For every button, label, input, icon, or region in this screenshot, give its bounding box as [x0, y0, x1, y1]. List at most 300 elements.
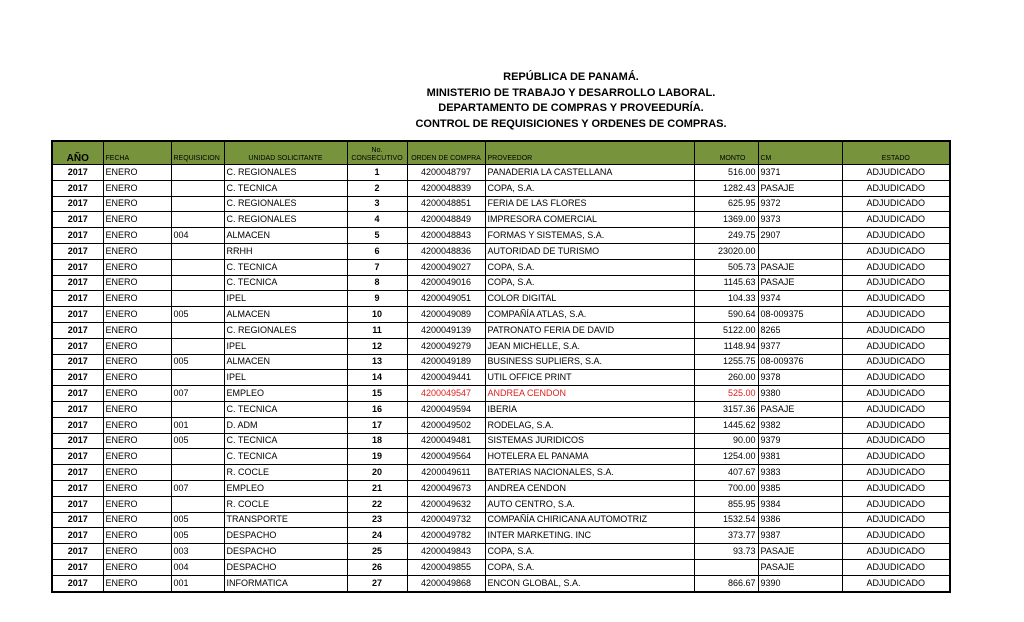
cell-unidad: C. TECNICA: [224, 401, 347, 417]
cell-no: 13: [347, 354, 407, 370]
cell-no: 23: [347, 512, 407, 528]
table-row: [52, 417, 950, 433]
table-row: [52, 165, 950, 181]
cell-orden: 4200048797: [407, 165, 485, 181]
cell-anio: 2017: [52, 275, 103, 291]
cell-monto: 249.75: [694, 228, 758, 244]
cell-orden: 4200049782: [407, 528, 485, 544]
header-line-4: CONTROL DE REQUISICIONES Y ORDENES DE COMPRAS.: [415, 117, 727, 130]
cell-cm: 9390: [758, 575, 842, 591]
cell-monto: 23020.00: [694, 243, 758, 259]
cell-proveedor: COLOR DIGITAL: [485, 291, 694, 307]
cell-no: 19: [347, 449, 407, 465]
cell-no: 2: [347, 180, 407, 196]
cell-proveedor: COPA, S.A.: [485, 180, 694, 196]
cell-no: 15: [347, 386, 407, 402]
cell-anio: 2017: [52, 291, 103, 307]
cell-monto: 407.67: [694, 465, 758, 481]
cell-proveedor: COPA, S.A.: [485, 559, 694, 575]
cell-orden: 4200049632: [407, 496, 485, 512]
table-row: [52, 496, 950, 512]
table-row: [52, 307, 950, 323]
cell-fecha: ENERO: [103, 559, 171, 575]
cell-proveedor: BATERIAS NACIONALES, S.A.: [485, 465, 694, 481]
cell-fecha: ENERO: [103, 417, 171, 433]
cell-cm: PASAJE: [758, 275, 842, 291]
cell-cm: PASAJE: [758, 544, 842, 560]
col-header-consecutivo-line2: CONSECUTIVO: [351, 155, 403, 162]
cell-proveedor: COPA, S.A.: [485, 259, 694, 275]
cell-estado: ADJUDICADO: [842, 480, 950, 496]
cell-estado: ADJUDICADO: [842, 433, 950, 449]
cell-unidad: C. TECNICA: [224, 180, 347, 196]
cell-anio: 2017: [52, 228, 103, 244]
cell-req: [171, 165, 224, 181]
cell-orden: 4200048851: [407, 196, 485, 212]
cell-anio: 2017: [52, 465, 103, 481]
cell-cm: 9383: [758, 465, 842, 481]
col-header-proveedor: PROVEEDOR: [485, 141, 694, 165]
cell-no: 1: [347, 165, 407, 181]
cell-fecha: ENERO: [103, 480, 171, 496]
cell-proveedor: RODELAG, S.A.: [485, 417, 694, 433]
cell-unidad: D. ADM: [224, 417, 347, 433]
cell-monto: 855.95: [694, 496, 758, 512]
cell-anio: 2017: [52, 322, 103, 338]
cell-proveedor: PATRONATO FERIA DE DAVID: [485, 322, 694, 338]
cell-unidad: TRANSPORTE: [224, 512, 347, 528]
cell-anio: 2017: [52, 559, 103, 575]
cell-monto: 1254.00: [694, 449, 758, 465]
col-header-estado: ESTADO: [842, 141, 950, 165]
cell-anio: 2017: [52, 307, 103, 323]
cell-anio: 2017: [52, 480, 103, 496]
cell-monto: 516.00: [694, 165, 758, 181]
cell-cm: 9385: [758, 480, 842, 496]
cell-no: 6: [347, 243, 407, 259]
cell-cm: PASAJE: [758, 401, 842, 417]
cell-fecha: ENERO: [103, 544, 171, 560]
table-row: [52, 401, 950, 417]
cell-fecha: ENERO: [103, 512, 171, 528]
cell-monto: 1369.00: [694, 212, 758, 228]
cell-unidad: C. REGIONALES: [224, 196, 347, 212]
cell-unidad: C. REGIONALES: [224, 212, 347, 228]
cell-estado: ADJUDICADO: [842, 370, 950, 386]
cell-estado: ADJUDICADO: [842, 354, 950, 370]
cell-monto: 104.33: [694, 291, 758, 307]
cell-req: 005: [171, 433, 224, 449]
cell-monto: 505.73: [694, 259, 758, 275]
cell-monto: 1282.43: [694, 180, 758, 196]
cell-proveedor: ANDREA CENDON: [485, 480, 694, 496]
cell-proveedor: COPA, S.A.: [485, 544, 694, 560]
table-row: [52, 354, 950, 370]
cell-unidad: EMPLEO: [224, 480, 347, 496]
cell-no: 24: [347, 528, 407, 544]
cell-req: [171, 180, 224, 196]
requisitions-table: [51, 140, 951, 593]
cell-estado: ADJUDICADO: [842, 449, 950, 465]
cell-orden: 4200048849: [407, 212, 485, 228]
cell-estado: ADJUDICADO: [842, 401, 950, 417]
cell-orden: 4200049051: [407, 291, 485, 307]
cell-orden: 4200049139: [407, 322, 485, 338]
cell-orden: 4200049843: [407, 544, 485, 560]
cell-anio: 2017: [52, 212, 103, 228]
table-row: [52, 575, 950, 591]
cell-orden: 4200048843: [407, 228, 485, 244]
cell-cm: 9382: [758, 417, 842, 433]
cell-estado: ADJUDICADO: [842, 212, 950, 228]
cell-no: 9: [347, 291, 407, 307]
cell-monto: 525.00: [694, 386, 758, 402]
cell-fecha: ENERO: [103, 354, 171, 370]
col-header-monto: MONTO: [694, 141, 758, 165]
cell-estado: ADJUDICADO: [842, 259, 950, 275]
cell-fecha: ENERO: [103, 212, 171, 228]
cell-req: 003: [171, 544, 224, 560]
table-row: [52, 433, 950, 449]
cell-proveedor: COPA, S.A.: [485, 275, 694, 291]
cell-cm: 9374: [758, 291, 842, 307]
cell-no: 14: [347, 370, 407, 386]
cell-cm: PASAJE: [758, 559, 842, 575]
cell-estado: ADJUDICADO: [842, 180, 950, 196]
cell-no: 5: [347, 228, 407, 244]
cell-req: [171, 243, 224, 259]
cell-anio: 2017: [52, 449, 103, 465]
table-row: [52, 480, 950, 496]
cell-monto: 93.73: [694, 544, 758, 560]
table-row: [52, 243, 950, 259]
document-header: [0, 70, 1024, 132]
col-header-consecutivo-line1: No.: [371, 147, 383, 154]
cell-req: [171, 338, 224, 354]
table-row: [52, 338, 950, 354]
cell-fecha: ENERO: [103, 449, 171, 465]
cell-req: [171, 322, 224, 338]
table-row: [52, 544, 950, 560]
cell-estado: ADJUDICADO: [842, 496, 950, 512]
table-row: [52, 528, 950, 544]
cell-proveedor: INTER MARKETING. INC: [485, 528, 694, 544]
cell-no: 10: [347, 307, 407, 323]
cell-cm: PASAJE: [758, 180, 842, 196]
cell-orden: 4200049868: [407, 575, 485, 591]
cell-estado: ADJUDICADO: [842, 417, 950, 433]
header-line-2: MINISTERIO DE TRABAJO Y DESARROLLO LABORAL.: [426, 86, 716, 99]
cell-orden: 4200049279: [407, 338, 485, 354]
cell-req: 007: [171, 386, 224, 402]
cell-cm: 8265: [758, 322, 842, 338]
cell-unidad: R. COCLE: [224, 465, 347, 481]
cell-proveedor: JEAN MICHELLE, S.A.: [485, 338, 694, 354]
cell-monto: 260.00: [694, 370, 758, 386]
cell-unidad: EMPLEO: [224, 386, 347, 402]
table-header-row: [52, 141, 950, 165]
cell-estado: ADJUDICADO: [842, 322, 950, 338]
cell-cm: 9378: [758, 370, 842, 386]
cell-cm: 9384: [758, 496, 842, 512]
cell-fecha: ENERO: [103, 307, 171, 323]
cell-monto: 1532.54: [694, 512, 758, 528]
cell-orden: 4200049027: [407, 259, 485, 275]
cell-estado: ADJUDICADO: [842, 243, 950, 259]
cell-req: 001: [171, 417, 224, 433]
cell-proveedor: SISTEMAS JURIDICOS: [485, 433, 694, 449]
cell-unidad: ALMACEN: [224, 307, 347, 323]
cell-proveedor: IMPRESORA COMERCIAL: [485, 212, 694, 228]
cell-estado: ADJUDICADO: [842, 196, 950, 212]
cell-orden: 4200049855: [407, 559, 485, 575]
cell-monto: 590.64: [694, 307, 758, 323]
cell-req: [171, 465, 224, 481]
cell-fecha: ENERO: [103, 370, 171, 386]
cell-monto: 1445.62: [694, 417, 758, 433]
cell-req: [171, 275, 224, 291]
cell-no: 20: [347, 465, 407, 481]
cell-fecha: ENERO: [103, 575, 171, 591]
cell-fecha: ENERO: [103, 433, 171, 449]
cell-proveedor: AUTO CENTRO, S.A.: [485, 496, 694, 512]
cell-proveedor: COMPAÑÍA ATLAS, S.A.: [485, 307, 694, 323]
cell-orden: 4200049016: [407, 275, 485, 291]
header-line-3: DEPARTAMENTO DE COMPRAS Y PROVEEDURÍA.: [438, 102, 704, 114]
cell-orden: 4200049732: [407, 512, 485, 528]
cell-proveedor: FORMAS Y SISTEMAS, S.A.: [485, 228, 694, 244]
table-row: [52, 322, 950, 338]
cell-req: [171, 291, 224, 307]
cell-fecha: ENERO: [103, 401, 171, 417]
table-row: [52, 259, 950, 275]
cell-estado: ADJUDICADO: [842, 307, 950, 323]
cell-estado: ADJUDICADO: [842, 575, 950, 591]
cell-cm: 9379: [758, 433, 842, 449]
cell-unidad: IPEL: [224, 370, 347, 386]
cell-unidad: ALMACEN: [224, 354, 347, 370]
col-header-unidad: UNIDAD SOLICITANTE: [224, 141, 347, 165]
cell-orden: 4200049564: [407, 449, 485, 465]
cell-no: 11: [347, 322, 407, 338]
cell-no: 3: [347, 196, 407, 212]
cell-orden: 4200048836: [407, 243, 485, 259]
cell-anio: 2017: [52, 196, 103, 212]
cell-unidad: C. REGIONALES: [224, 165, 347, 181]
cell-fecha: ENERO: [103, 259, 171, 275]
cell-cm: 9373: [758, 212, 842, 228]
cell-estado: ADJUDICADO: [842, 228, 950, 244]
cell-req: [171, 449, 224, 465]
cell-unidad: RRHH: [224, 243, 347, 259]
col-header-cm: CM: [758, 141, 842, 165]
cell-no: 27: [347, 575, 407, 591]
cell-fecha: ENERO: [103, 180, 171, 196]
cell-monto: [694, 559, 758, 575]
table-row: [52, 370, 950, 386]
cell-no: 7: [347, 259, 407, 275]
col-header-requisicion: REQUISICION: [171, 141, 224, 165]
cell-unidad: C. REGIONALES: [224, 322, 347, 338]
table-row: [52, 291, 950, 307]
cell-no: 22: [347, 496, 407, 512]
table-row: [52, 180, 950, 196]
cell-monto: 5122.00: [694, 322, 758, 338]
table-row: [52, 212, 950, 228]
table-row: [52, 196, 950, 212]
cell-anio: 2017: [52, 338, 103, 354]
cell-no: 12: [347, 338, 407, 354]
cell-anio: 2017: [52, 575, 103, 591]
cell-unidad: IPEL: [224, 291, 347, 307]
cell-monto: 866.67: [694, 575, 758, 591]
cell-monto: 373.77: [694, 528, 758, 544]
table-row: [52, 449, 950, 465]
cell-anio: 2017: [52, 354, 103, 370]
cell-estado: ADJUDICADO: [842, 165, 950, 181]
cell-orden: 4200049189: [407, 354, 485, 370]
cell-monto: 1148.94: [694, 338, 758, 354]
cell-anio: 2017: [52, 259, 103, 275]
cell-req: [171, 259, 224, 275]
cell-req: 005: [171, 528, 224, 544]
col-header-orden: ORDEN DE COMPRA: [407, 141, 485, 165]
cell-monto: 1255.75: [694, 354, 758, 370]
col-header-consecutivo: [347, 141, 407, 165]
cell-req: 007: [171, 480, 224, 496]
cell-orden: 4200049089: [407, 307, 485, 323]
cell-estado: ADJUDICADO: [842, 338, 950, 354]
cell-anio: 2017: [52, 370, 103, 386]
cell-anio: 2017: [52, 180, 103, 196]
cell-estado: ADJUDICADO: [842, 275, 950, 291]
cell-unidad: IPEL: [224, 338, 347, 354]
cell-anio: 2017: [52, 401, 103, 417]
header-line-1: REPÚBLICA DE PANAMÁ.: [503, 71, 639, 83]
cell-estado: ADJUDICADO: [842, 544, 950, 560]
cell-anio: 2017: [52, 544, 103, 560]
cell-fecha: ENERO: [103, 338, 171, 354]
cell-fecha: ENERO: [103, 496, 171, 512]
cell-proveedor: ENCON GLOBAL, S.A.: [485, 575, 694, 591]
cell-anio: 2017: [52, 433, 103, 449]
cell-unidad: C. TECNICA: [224, 275, 347, 291]
cell-fecha: ENERO: [103, 386, 171, 402]
cell-monto: 1145.63: [694, 275, 758, 291]
cell-proveedor: COMPAÑÍA CHIRICANA AUTOMOTRIZ: [485, 512, 694, 528]
table-row: [52, 512, 950, 528]
cell-cm: [758, 243, 842, 259]
cell-monto: 625.95: [694, 196, 758, 212]
cell-req: 004: [171, 559, 224, 575]
cell-estado: ADJUDICADO: [842, 512, 950, 528]
cell-estado: ADJUDICADO: [842, 465, 950, 481]
cell-cm: 9371: [758, 165, 842, 181]
cell-orden: 4200049673: [407, 480, 485, 496]
cell-cm: 08-009376: [758, 354, 842, 370]
cell-proveedor: AUTORIDAD DE TURISMO: [485, 243, 694, 259]
cell-orden: 4200049481: [407, 433, 485, 449]
cell-orden: 4200049594: [407, 401, 485, 417]
cell-unidad: DESPACHO: [224, 544, 347, 560]
cell-proveedor: UTIL OFFICE PRINT: [485, 370, 694, 386]
cell-no: 16: [347, 401, 407, 417]
cell-orden: 4200049547: [407, 386, 485, 402]
table-row: [52, 386, 950, 402]
cell-fecha: ENERO: [103, 228, 171, 244]
cell-cm: 9381: [758, 449, 842, 465]
cell-cm: 08-009375: [758, 307, 842, 323]
cell-estado: ADJUDICADO: [842, 559, 950, 575]
cell-no: 8: [347, 275, 407, 291]
cell-orden: 4200048839: [407, 180, 485, 196]
cell-no: 25: [347, 544, 407, 560]
cell-anio: 2017: [52, 528, 103, 544]
cell-req: [171, 212, 224, 228]
table-row: [52, 228, 950, 244]
cell-req: 005: [171, 354, 224, 370]
cell-proveedor: BUSINESS SUPLIERS, S.A.: [485, 354, 694, 370]
cell-unidad: C. TECNICA: [224, 433, 347, 449]
cell-no: 17: [347, 417, 407, 433]
table-row: [52, 275, 950, 291]
cell-req: [171, 370, 224, 386]
cell-unidad: R. COCLE: [224, 496, 347, 512]
col-header-anio: AÑO: [52, 141, 103, 165]
cell-anio: 2017: [52, 386, 103, 402]
cell-cm: 9372: [758, 196, 842, 212]
cell-unidad: ALMACEN: [224, 228, 347, 244]
cell-unidad: C. TECNICA: [224, 449, 347, 465]
cell-anio: 2017: [52, 165, 103, 181]
table-row: [52, 559, 950, 575]
cell-req: 005: [171, 512, 224, 528]
cell-cm: PASAJE: [758, 259, 842, 275]
cell-req: 004: [171, 228, 224, 244]
cell-cm: 9387: [758, 528, 842, 544]
cell-unidad: INFORMATICA: [224, 575, 347, 591]
cell-cm: 9377: [758, 338, 842, 354]
cell-req: [171, 196, 224, 212]
cell-unidad: C. TECNICA: [224, 259, 347, 275]
cell-proveedor: HOTELERA EL PANAMA: [485, 449, 694, 465]
cell-monto: 3157.36: [694, 401, 758, 417]
cell-monto: 90.00: [694, 433, 758, 449]
cell-no: 26: [347, 559, 407, 575]
cell-unidad: DESPACHO: [224, 528, 347, 544]
cell-fecha: ENERO: [103, 322, 171, 338]
col-header-fecha: FECHA: [103, 141, 171, 165]
cell-fecha: ENERO: [103, 196, 171, 212]
cell-anio: 2017: [52, 243, 103, 259]
cell-proveedor: IBERIA: [485, 401, 694, 417]
cell-anio: 2017: [52, 417, 103, 433]
cell-proveedor: FERIA DE LAS FLORES: [485, 196, 694, 212]
cell-estado: ADJUDICADO: [842, 386, 950, 402]
cell-proveedor: PANADERIA LA CASTELLANA: [485, 165, 694, 181]
cell-req: [171, 401, 224, 417]
cell-proveedor: ANDREA CENDON: [485, 386, 694, 402]
cell-estado: ADJUDICADO: [842, 528, 950, 544]
cell-fecha: ENERO: [103, 528, 171, 544]
cell-unidad: DESPACHO: [224, 559, 347, 575]
cell-orden: 4200049502: [407, 417, 485, 433]
cell-anio: 2017: [52, 496, 103, 512]
cell-fecha: ENERO: [103, 165, 171, 181]
cell-req: [171, 496, 224, 512]
cell-cm: 2907: [758, 228, 842, 244]
cell-no: 18: [347, 433, 407, 449]
